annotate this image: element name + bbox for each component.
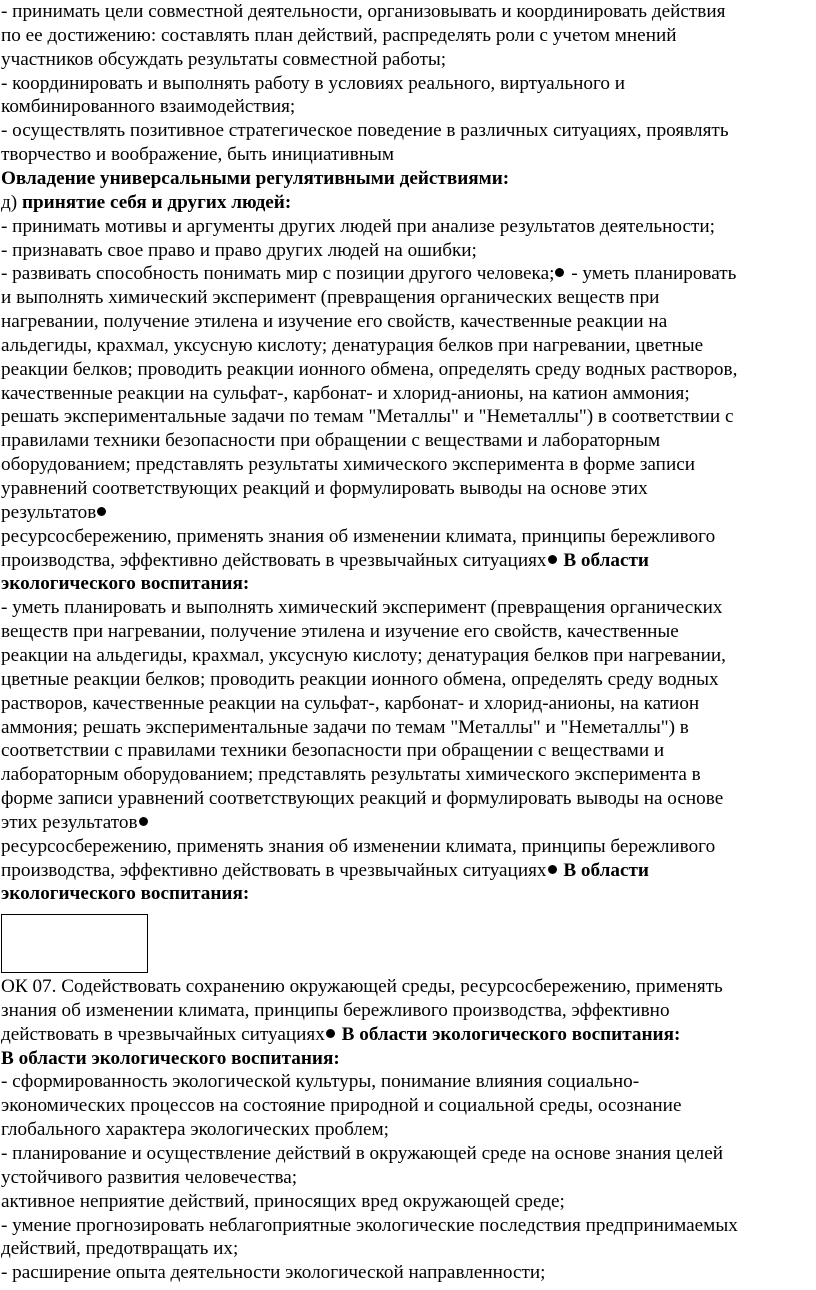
text-segment: по ее достижению: составлять план действий, распределять роли с учетом мнений <box>1 24 677 46</box>
bold-text: Овладение универсальными регулятивными действиями: <box>1 167 510 189</box>
text-segment: правилами техники безопасности при обращении с веществами и лабораторным <box>1 430 661 452</box>
text-line <box>1 1214 738 1238</box>
text-line <box>1 24 677 48</box>
text-segment: - осуществлять позитивное стратегическое поведение в различных ситуациях, проявлять <box>1 120 729 142</box>
text-line <box>1 239 477 263</box>
text-segment: соответствии с правилами техники безопасности при обращении с веществами и <box>1 740 665 762</box>
text-line <box>1 692 699 716</box>
text-line <box>1 143 394 167</box>
text-line <box>1 453 695 477</box>
text-line <box>1 1166 297 1190</box>
text-segment: реакции на альдегиды, крахмал, уксусную кислоту; денатурация белков при нагревании, <box>1 644 726 666</box>
text-segment: результатов <box>1 501 97 523</box>
text-segment: устойчивого развития человечества; <box>1 1166 298 1188</box>
text-segment: глобального характера экологических проблем; <box>1 1119 390 1141</box>
text-segment: - умение прогнозировать неблагоприятные экологические последствия предпринимаемых <box>1 1214 738 1236</box>
text-line <box>1 72 625 96</box>
text-segment: качественные реакции на сульфат-, карбонат- и хлорид-анионы, на катион аммония; <box>1 382 690 404</box>
bold-text: В области <box>558 859 649 881</box>
text-line <box>1 1190 565 1214</box>
text-segment: и выполнять химический эксперимент (превращения органических веществ при <box>1 287 660 309</box>
text-line <box>1 1070 639 1094</box>
text-line <box>1 787 723 811</box>
text-line <box>1 1142 723 1166</box>
text-segment: производства, эффективно действовать в чрезвычайных ситуациях <box>1 549 547 571</box>
text-segment: веществ при нагревании, получение этилена и изучение его свойств, качественные <box>1 621 679 643</box>
bold-text: экологического воспитания: <box>1 573 250 595</box>
text-segment: растворов, качественные реакции на сульфат-, карбонат- и хлорид-анионы, на катион <box>1 692 700 714</box>
text-segment: экономических процессов на состояние природной и социальной среды, осознание <box>1 1095 682 1117</box>
text-line <box>1 310 667 334</box>
text-line <box>1 1047 340 1071</box>
bullet-icon <box>97 507 106 516</box>
text-segment: действий, предотвращать их; <box>1 1238 239 1260</box>
text-line <box>1 716 689 740</box>
text-line <box>1 549 649 573</box>
text-segment: д) <box>1 191 22 213</box>
text-line <box>1 191 291 215</box>
text-line <box>1 405 733 429</box>
text-line <box>1 999 670 1023</box>
text-line <box>1 167 509 191</box>
text-line <box>1 477 648 501</box>
text-line <box>1 859 649 883</box>
bold-text: В области экологического воспитания: <box>336 1023 681 1045</box>
text-segment: действовать в чрезвычайных ситуациях <box>1 1023 325 1045</box>
text-line <box>1 95 295 119</box>
bullet-icon <box>548 865 557 874</box>
text-segment: лабораторным оборудованием; представлять результаты химического эксперимента в <box>1 764 701 786</box>
text-segment: - признавать свое право и право других людей на ошибки; <box>1 239 477 261</box>
text-segment: форме записи уравнений соответствующих реакций и формулировать выводы на основе <box>1 788 724 810</box>
text-segment: комбинированного взаимодействия; <box>1 96 296 118</box>
text-segment: - расширение опыта деятельности экологической направленности; <box>1 1262 546 1284</box>
bullet-icon <box>139 817 148 826</box>
text-line <box>1 0 725 24</box>
text-segment: - принимать цели совместной деятельности, организовывать и координировать действия <box>1 1 726 22</box>
text-segment: уравнений соответствующих реакций и формулировать выводы на основе этих <box>1 478 648 499</box>
bullet-icon <box>555 268 564 277</box>
text-segment: аммония; решать экспериментальные задачи по темам "Металлы" и "Неметаллы") в <box>1 716 689 738</box>
text-segment: реакции белков; проводить реакции ионного обмена, определять среду водных растворов, <box>1 358 738 380</box>
text-segment: участников обсуждать результаты совместной работы; <box>1 48 447 70</box>
text-line <box>1 739 664 763</box>
text-line <box>1 975 723 999</box>
text-line <box>1 382 690 406</box>
text-line <box>1 334 703 358</box>
text-line <box>1 501 108 525</box>
text-line <box>1 572 249 596</box>
text-line <box>1 811 150 835</box>
text-segment: цветные реакции белков; проводить реакции ионного обмена, определять среду водных <box>1 668 719 690</box>
text-line <box>1 1118 389 1142</box>
bold-text: экологического воспитания: <box>1 883 250 905</box>
text-segment: производства, эффективно действовать в чрезвычайных ситуациях <box>1 859 547 881</box>
text-line <box>1 119 729 143</box>
text-segment: - принимать мотивы и аргументы других людей при анализе результатов деятельности; <box>1 215 715 237</box>
text-segment: этих результатов <box>1 811 138 833</box>
text-segment: - планирование и осуществление действий в окружающей среде на основе знания целей <box>1 1142 724 1164</box>
text-line <box>1 215 715 239</box>
text-segment: ресурсосбережению, применять знания об изменении климата, принципы бережливого <box>1 835 716 857</box>
text-line <box>1 620 679 644</box>
text-segment: творчество и воображение, быть инициативным <box>1 144 395 166</box>
text-segment: активное неприятие действий, приносящих вред окружающей среде; <box>1 1190 565 1212</box>
text-line <box>1 835 715 859</box>
text-line <box>1 644 726 668</box>
text-line <box>1 48 446 72</box>
text-line <box>1 262 736 286</box>
text-segment: - уметь планировать <box>566 263 737 285</box>
text-segment: ресурсосбережению, применять знания об изменении климата, принципы бережливого <box>1 525 716 547</box>
text-segment: альдегиды, крахмал, уксусную кислоту; денатурация белков при нагревании, цветные <box>1 334 704 356</box>
text-line <box>1 668 719 692</box>
text-line <box>1 525 715 549</box>
bullet-icon <box>548 555 557 564</box>
text-line <box>1 1023 680 1047</box>
text-segment: знания об изменении климата, принципы бережливого производства, эффективно <box>1 999 670 1021</box>
text-line <box>1 763 701 787</box>
bullet-icon <box>326 1029 335 1038</box>
text-line <box>1 286 659 310</box>
text-line <box>1 882 249 906</box>
bold-text: В области <box>558 549 649 571</box>
text-line <box>1 429 660 453</box>
text-segment: - уметь планировать и выполнять химический эксперимент (превращения органических <box>1 597 723 619</box>
text-line <box>1 1094 681 1118</box>
text-segment: решать экспериментальные задачи по темам "Металлы" и "Неметаллы") в соответствии с <box>1 406 734 428</box>
bold-text: принятие себя и других людей: <box>21 191 292 213</box>
text-segment: - развивать способность понимать мир с позиции другого человека; <box>1 263 555 285</box>
bold-text: В области экологического воспитания: <box>1 1047 340 1069</box>
text-line <box>1 596 722 620</box>
text-segment: - координировать и выполнять работу в условиях реального, виртуального и <box>1 72 626 94</box>
text-line <box>1 358 737 382</box>
text-segment: нагревании, получение этилена и изучение его свойств, качественные реакции на <box>1 311 668 333</box>
text-line <box>1 1261 545 1285</box>
text-line <box>1 1237 238 1261</box>
text-segment: оборудованием; представлять результаты химического эксперимента в форме записи <box>1 454 695 476</box>
empty-table-cell <box>1 914 148 973</box>
text-segment: ОК 07. Содействовать сохранению окружающей среды, ресурсосбережению, применять <box>1 976 723 997</box>
text-segment: - сформированность экологической культуры, понимание влияния социально- <box>1 1071 640 1093</box>
